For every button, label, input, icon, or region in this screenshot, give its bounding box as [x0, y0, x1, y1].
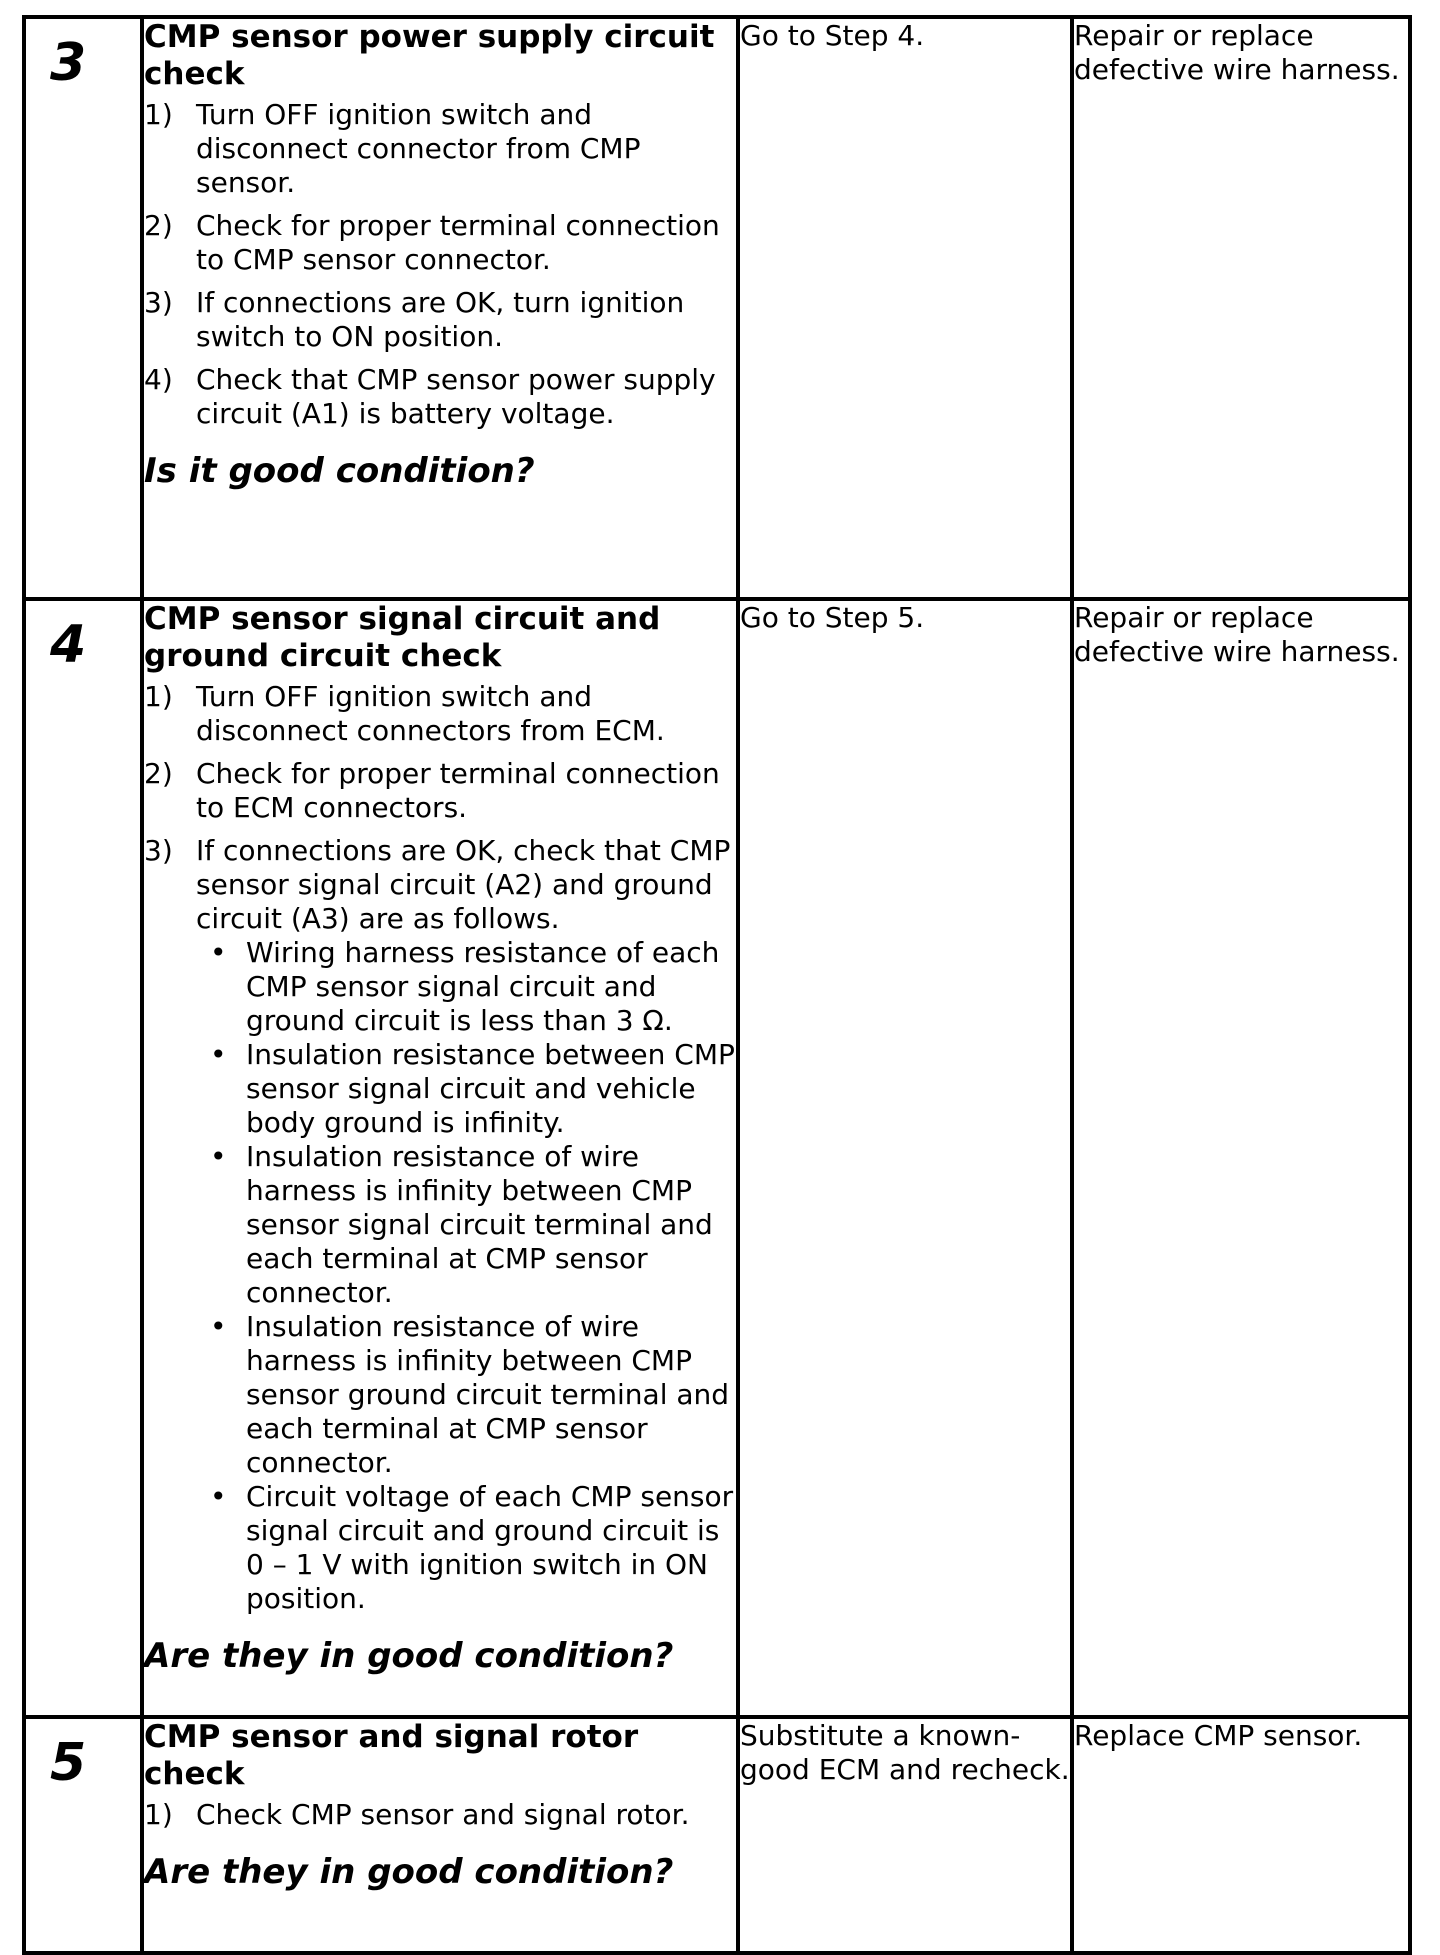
no-result-cell: [1072, 599, 1410, 1717]
diagnostic-table: [22, 15, 1412, 1955]
yes-result: Go to Step 4.: [740, 19, 925, 52]
bullet-text: Insulation resistance of wire harness is infinity between CMP sensor signal circuit terminal and each terminal at CMP sensor connector.: [246, 1140, 713, 1309]
bullet-text: Insulation resistance between CMP sensor signal circuit and vehicle body ground is infinity.: [246, 1038, 735, 1139]
no-result: Repair or replace defective wire harness.: [1074, 19, 1400, 86]
procedure-index: 4): [144, 363, 173, 396]
bullet-icon: •: [210, 1140, 227, 1173]
procedure-list: [144, 98, 736, 431]
yes-result-cell: [738, 1717, 1072, 1953]
bullet-icon: •: [210, 936, 227, 969]
step-number-cell: [24, 599, 142, 1717]
condition-question: Is it good condition?: [144, 451, 535, 491]
bullet-text: Wiring harness resistance of each CMP sensor signal circuit and ground circuit is less than 3 Ω.: [246, 936, 720, 1037]
procedure-text: Check CMP sensor and signal rotor.: [196, 1798, 690, 1831]
bullet-item: [196, 1038, 736, 1140]
no-result: Replace CMP sensor.: [1074, 1719, 1363, 1752]
table-row-step-3: [24, 17, 1410, 599]
step-title: CMP sensor signal circuit and ground circuit check: [144, 601, 661, 674]
bullet-item: [196, 1480, 736, 1616]
table-row-step-5: [24, 1717, 1410, 1953]
action-cell: [142, 599, 738, 1717]
table-row-step-4: [24, 599, 1410, 1717]
procedure-item: [144, 680, 736, 748]
procedure-text: If connections are OK, turn ignition switch to ON position.: [196, 286, 685, 353]
bullet-item: [196, 1140, 736, 1310]
bullet-icon: •: [210, 1480, 227, 1513]
bullet-item: [196, 1310, 736, 1480]
step-number-cell: [24, 1717, 142, 1953]
procedure-item: [144, 363, 736, 431]
yes-result: Substitute a known-good ECM and recheck.: [740, 1719, 1070, 1786]
step-number-cell: [24, 17, 142, 599]
no-result-cell: [1072, 17, 1410, 599]
procedure-index: 1): [144, 680, 173, 713]
bullet-text: Insulation resistance of wire harness is infinity between CMP sensor ground circuit terminal and each terminal at CMP sensor connector.: [246, 1310, 730, 1479]
action-cell: [142, 1717, 738, 1953]
procedure-text: Check for proper terminal connection to ECM connectors.: [196, 757, 720, 824]
procedure-index: 2): [144, 757, 173, 790]
no-result: Repair or replace defective wire harness.: [1074, 601, 1400, 668]
procedure-text: Check that CMP sensor power supply circuit (A1) is battery voltage.: [196, 363, 716, 430]
step-title: CMP sensor and signal rotor check: [144, 1719, 639, 1792]
procedure-list: [144, 680, 736, 1616]
bullet-icon: •: [210, 1310, 227, 1343]
yes-result: Go to Step 5.: [740, 601, 925, 634]
procedure-text: Check for proper terminal connection to CMP sensor connector.: [196, 209, 720, 276]
step-number: 4: [50, 615, 87, 675]
step-title: CMP sensor power supply circuit check: [144, 19, 715, 92]
condition-question: Are they in good condition?: [144, 1636, 674, 1676]
procedure-item: [144, 286, 736, 354]
bullet-list: [196, 936, 736, 1616]
procedure-item: [144, 209, 736, 277]
procedure-item: [144, 757, 736, 825]
procedure-text: Turn OFF ignition switch and disconnect connectors from ECM.: [196, 680, 665, 747]
yes-result-cell: [738, 599, 1072, 1717]
no-result-cell: [1072, 1717, 1410, 1953]
bullet-item: [196, 936, 736, 1038]
action-cell: [142, 17, 738, 599]
procedure-index: 3): [144, 834, 173, 867]
bullet-text: Circuit voltage of each CMP sensor signal circuit and ground circuit is 0 – 1 V with ignition switch in ON position.: [246, 1480, 734, 1615]
bullet-icon: •: [210, 1038, 227, 1071]
step-number: 3: [50, 33, 87, 93]
procedure-item: [144, 98, 736, 200]
procedure-index: 3): [144, 286, 173, 319]
procedure-index: 1): [144, 98, 173, 131]
procedure-index: 1): [144, 1798, 173, 1831]
yes-result-cell: [738, 17, 1072, 599]
procedure-list: [144, 1798, 736, 1832]
procedure-text: If connections are OK, check that CMP sensor signal circuit (A2) and ground circuit (A3) are as follows.: [196, 834, 731, 935]
procedure-index: 2): [144, 209, 173, 242]
procedure-item: [144, 1798, 736, 1832]
procedure-item: [144, 834, 736, 1616]
condition-question: Are they in good condition?: [144, 1852, 674, 1892]
procedure-text: Turn OFF ignition switch and disconnect connector from CMP sensor.: [196, 98, 641, 199]
step-number: 5: [50, 1733, 87, 1793]
